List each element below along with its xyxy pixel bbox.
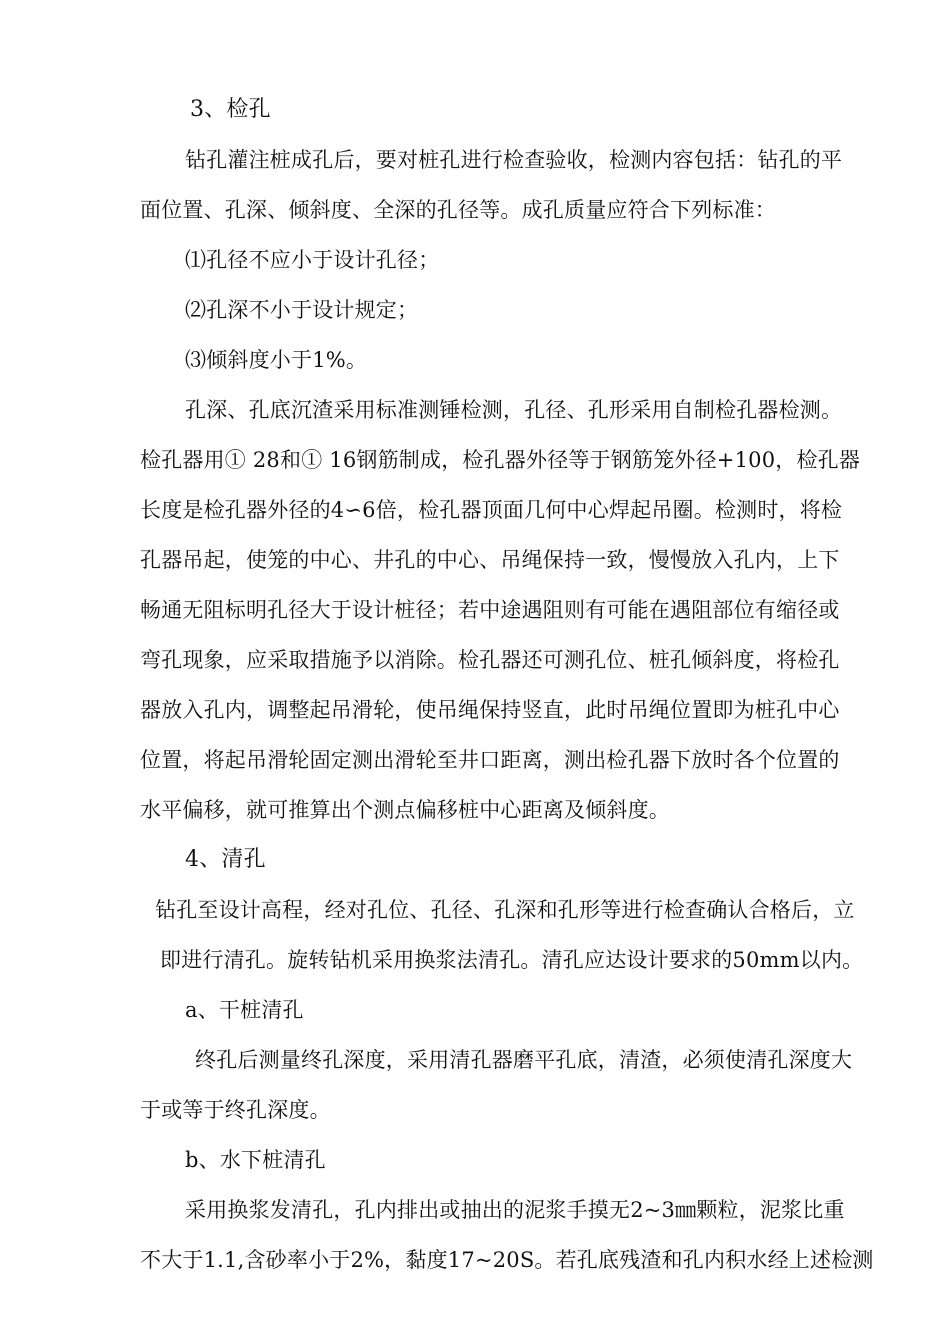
paragraph-line: 采用换浆发清孔，孔内排出或抽出的泥浆手摸无2~3㎜颗粒，泥浆比重: [185, 1198, 845, 1222]
standard-item: ⑴孔径不应小于设计孔径；: [185, 248, 440, 272]
paragraph-line: 长度是检孔器外径的4∽6倍，检孔器顶面几何中心焊起吊圈。检测时，将检: [140, 498, 843, 522]
paragraph-line: 检孔器用① 28和① 16钢筋制成，检孔器外径等于钢筋笼外径+100，检孔器: [140, 448, 861, 472]
subheading-underwater-pile: b、水下桩清孔: [185, 1148, 326, 1172]
paragraph-line: 钻孔灌注桩成孔后，要对桩孔进行检查验收，检测内容包括：钻孔的平: [185, 148, 843, 172]
paragraph-line: 终孔后测量终孔深度，采用清孔器磨平孔底，清渣，必须使清孔深度大: [195, 1048, 853, 1072]
subheading-dry-pile: a、干桩清孔: [185, 998, 304, 1022]
paragraph-line: 弯孔现象，应采取措施予以消除。检孔器还可测孔位、桩孔倾斜度，将检孔: [140, 648, 840, 672]
standard-item: ⑵孔深不小于设计规定；: [185, 298, 419, 322]
paragraph-line: 水平偏移，就可推算出个测点偏移桩中心距离及倾斜度。: [140, 798, 670, 822]
paragraph-line: 钻孔至设计高程，经对孔位、孔径、孔深和孔形等进行检查确认合格后，立: [155, 898, 855, 922]
paragraph-line: 不大于1.1,含砂率小于2%，黏度17~20S。若孔底残渣和孔内积水经上述检测: [140, 1248, 874, 1272]
paragraph-line: 位置，将起吊滑轮固定测出滑轮至井口距离，测出检孔器下放时各个位置的: [140, 748, 840, 772]
paragraph-line: 畅通无阻标明孔径大于设计桩径；若中途遇阻则有可能在遇阻部位有缩径或: [140, 598, 840, 622]
standard-item: ⑶倾斜度小于1%。: [185, 348, 368, 372]
paragraph-line: 器放入孔内，调整起吊滑轮，使吊绳保持竖直，此时吊绳位置即为桩孔中心: [140, 698, 840, 722]
section-heading-4: 4、清孔: [185, 847, 266, 872]
section-heading-3: 3、检孔: [190, 97, 271, 122]
paragraph-line: 孔深、孔底沉渣采用标准测锤检测，孔径、孔形采用自制检孔器检测。: [185, 398, 843, 422]
paragraph-line: 于或等于终孔深度。: [140, 1098, 331, 1122]
paragraph-line: 面位置、孔深、倾斜度、全深的孔径等。成孔质量应符合下列标准：: [140, 198, 776, 222]
paragraph-line: 孔器吊起，使笼的中心、井孔的中心、吊绳保持一致，慢慢放入孔内，上下: [140, 548, 840, 572]
paragraph-line: 即进行清孔。旋转钻机采用换浆法清孔。清孔应达设计要求的50mm以内。: [160, 948, 864, 972]
